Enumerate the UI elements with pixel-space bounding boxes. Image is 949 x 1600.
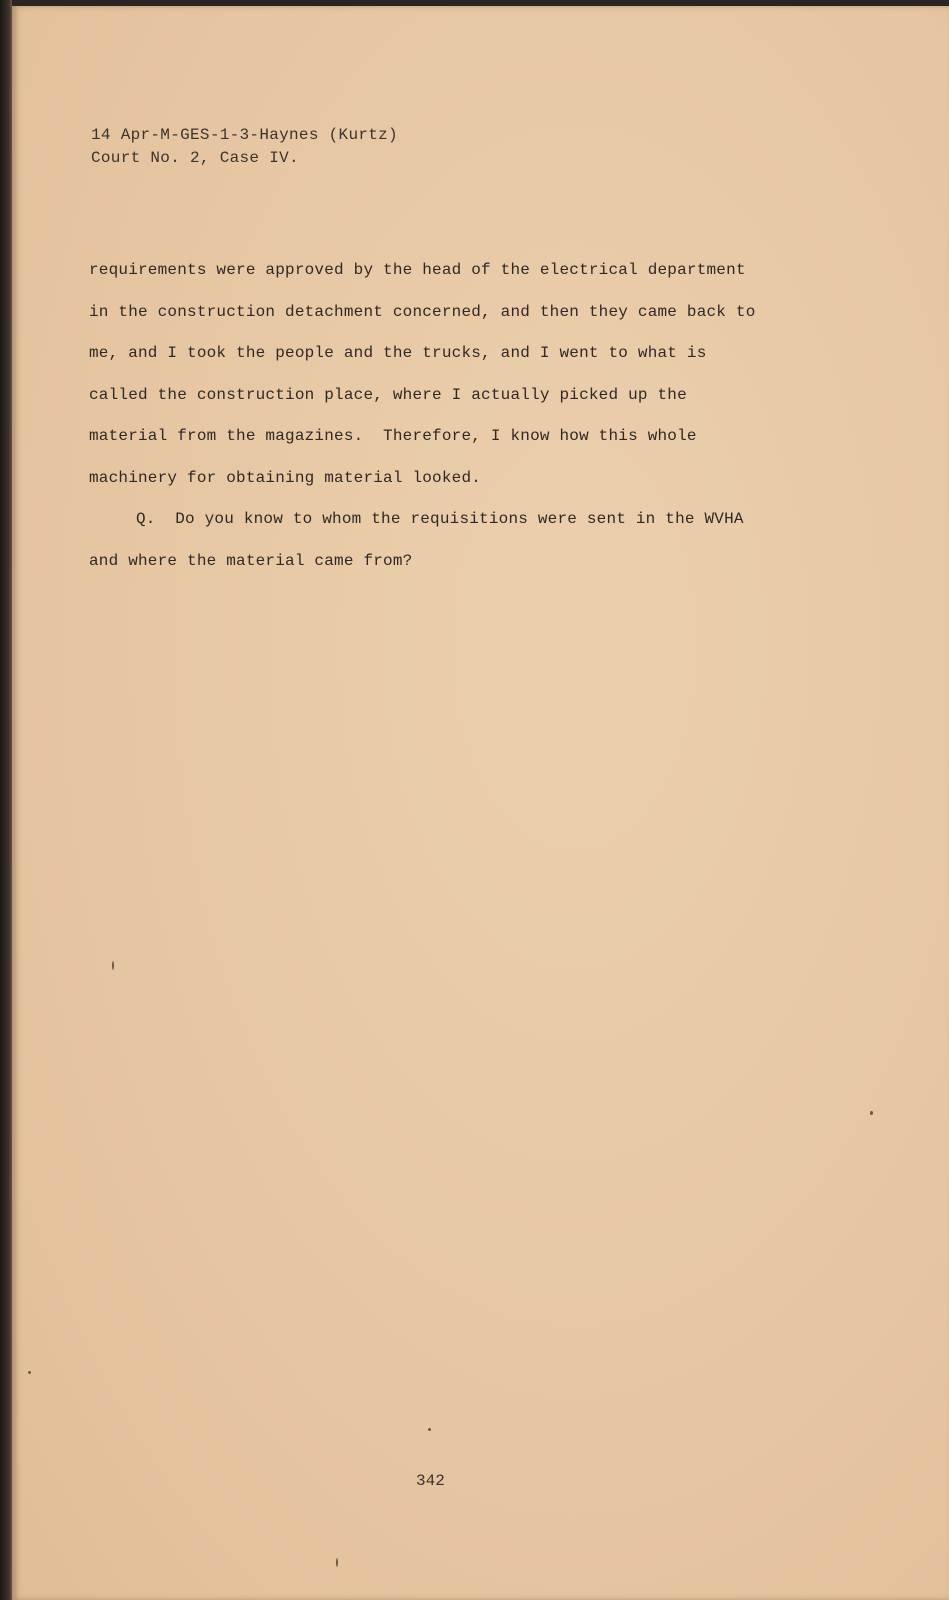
paper-speck [336,1558,338,1567]
paper-speck [28,1371,31,1374]
question-line: Q. Do you know to whom the requisitions were sent in the WVHA [136,510,744,528]
transcript-line: in the construction detachment concerned, and then they came back to [89,302,756,321]
page-number: 342 [416,1472,445,1490]
question-line: and where the material came from? [89,551,413,570]
paper-speck [112,961,114,970]
transcript-line: called the construction place, where I actually picked up the [89,385,687,404]
header-session-line: 14 Apr-M-GES-1-3-Haynes (Kurtz) [91,126,398,144]
header-court-line: Court No. 2, Case IV. [91,149,299,167]
transcript-line: requirements were approved by the head of the electrical department [89,261,746,279]
transcript-line: me, and I took the people and the trucks, and I went to what is [89,344,707,362]
paper-speck [870,1111,873,1115]
transcript-body [89,250,789,582]
transcript-line: machinery for obtaining material looked. [89,468,482,487]
document-page [12,6,949,1600]
paper-speck [428,1428,431,1431]
scanned-book-edge [0,0,12,1600]
transcript-line: material from the magazines. Therefore, I know how this whole [89,427,697,445]
document-header [91,124,398,170]
